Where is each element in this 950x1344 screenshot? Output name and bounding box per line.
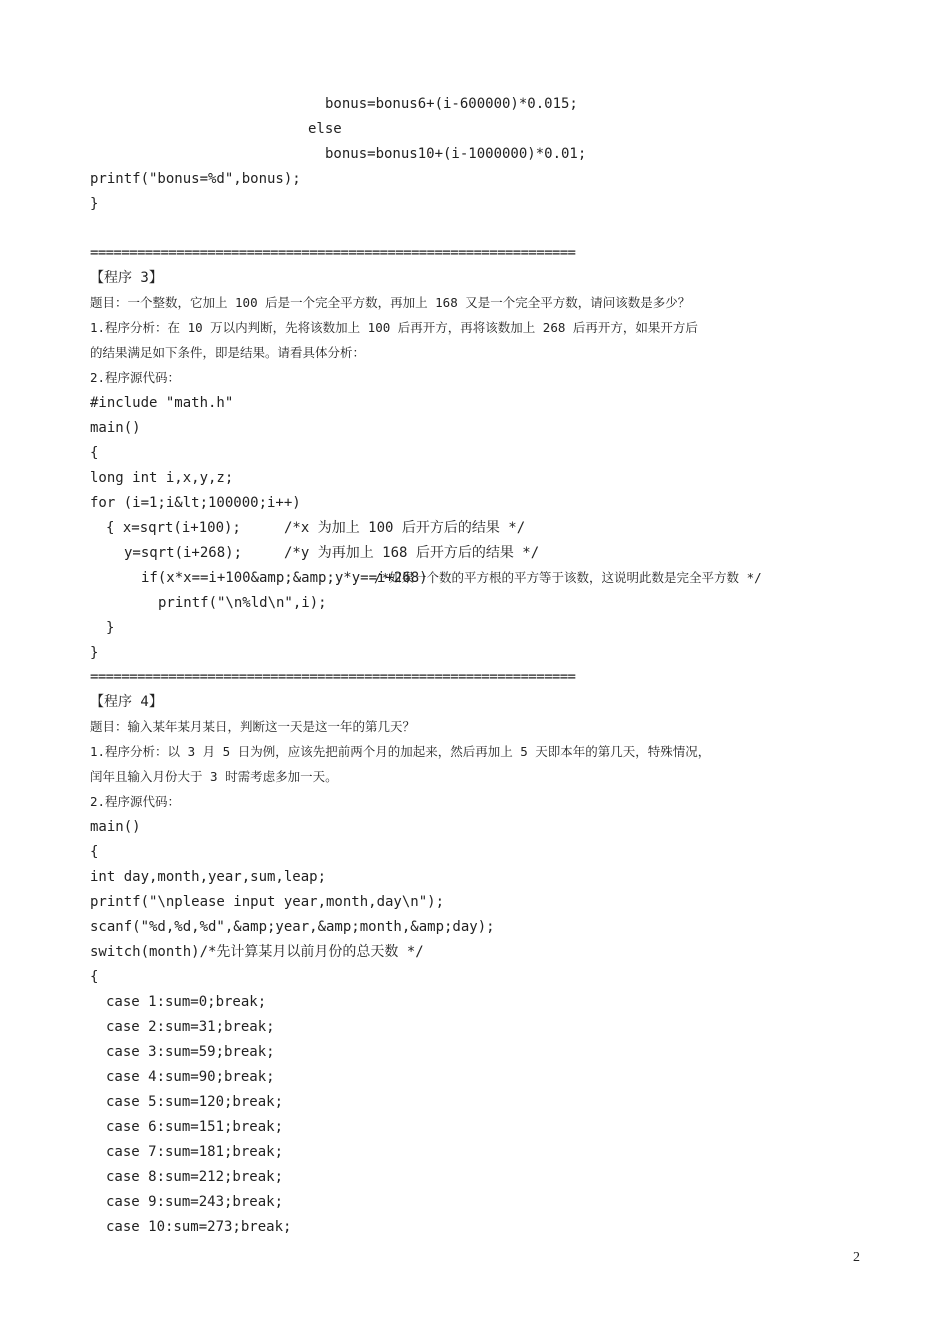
code-line: case 2:sum=31;break; <box>106 1019 275 1035</box>
code-line: y=sqrt(i+268); <box>124 545 243 561</box>
code-line: main() <box>90 819 141 835</box>
code-comment: /*如果一个数的平方根的平方等于该数，这说明此数是完全平方数 */ <box>374 570 762 585</box>
page-number: 2 <box>853 1250 860 1265</box>
problem-text: 题目：一个整数，它加上 100 后是一个完全平方数，再加上 168 又是一个完全平方数，请问该数是多少？ <box>90 295 691 310</box>
code-line: printf("\n%ld\n",i); <box>158 595 327 611</box>
code-line: { <box>90 969 99 985</box>
code-line: case 7:sum=181;break; <box>106 1144 284 1160</box>
analysis-text: 1.程序分析：在 10 万以内判断，先将该数加上 100 后再开方，再将该数加上 268 后再开方，如果开方后 <box>90 320 698 335</box>
separator-line: ============================================================== <box>90 245 576 261</box>
program-heading: 【程序 3】 <box>90 270 163 286</box>
code-line: case 5:sum=120;break; <box>106 1094 284 1110</box>
code-line: case 10:sum=273;break; <box>106 1219 292 1235</box>
code-line: if(x*x==i+100&amp;&amp;y*y==i+268) <box>141 570 428 586</box>
code-line: long int i,x,y,z; <box>90 470 234 486</box>
analysis-text: 闰年且输入月份大于 3 时需考虑多加一天。 <box>90 769 338 784</box>
code-line: main() <box>90 420 141 436</box>
code-line: case 8:sum=212;break; <box>106 1169 284 1185</box>
code-line: case 3:sum=59;break; <box>106 1044 275 1060</box>
code-line: case 6:sum=151;break; <box>106 1119 284 1135</box>
section-label: 2.程序源代码： <box>90 370 181 385</box>
code-line: case 9:sum=243;break; <box>106 1194 284 1210</box>
analysis-text: 1.程序分析：以 3 月 5 日为例，应该先把前两个月的加起来，然后再加上 5 天即本年的第几天，特殊情况， <box>90 744 711 759</box>
code-line: bonus=bonus6+(i-600000)*0.015; <box>325 96 578 112</box>
code-line: } <box>90 196 99 212</box>
code-line: printf("\nplease input year,month,day\n"); <box>90 894 445 910</box>
code-line: for (i=1;i&lt;100000;i++) <box>90 495 301 511</box>
separator-line: ============================================================== <box>90 669 576 685</box>
code-comment: /*y 为再加上 168 后开方后的结果 */ <box>284 545 540 561</box>
analysis-text: 的结果满足如下条件，即是结果。请看具体分析： <box>90 345 366 360</box>
code-line: } <box>106 620 115 636</box>
code-line: case 1:sum=0;break; <box>106 994 267 1010</box>
problem-text: 题目：输入某年某月某日，判断这一天是这一年的第几天？ <box>90 719 416 734</box>
code-line: bonus=bonus10+(i-1000000)*0.01; <box>325 146 587 162</box>
code-line: printf("bonus=%d",bonus); <box>90 171 301 187</box>
code-line: else <box>308 121 342 137</box>
code-line: { x=sqrt(i+100); <box>106 520 241 536</box>
code-line: switch(month)/*先计算某月以前月份的总天数 */ <box>90 944 424 960</box>
code-line: #include "math.h" <box>90 395 234 411</box>
program-heading: 【程序 4】 <box>90 694 163 710</box>
code-line: int day,month,year,sum,leap; <box>90 869 327 885</box>
code-line: { <box>90 844 99 860</box>
code-line: case 4:sum=90;break; <box>106 1069 275 1085</box>
section-label: 2.程序源代码： <box>90 794 181 809</box>
code-line: { <box>90 445 99 461</box>
code-comment: /*x 为加上 100 后开方后的结果 */ <box>284 520 526 536</box>
code-line: scanf("%d,%d,%d",&amp;year,&amp;month,&amp;day); <box>90 919 495 935</box>
code-line: } <box>90 645 99 661</box>
